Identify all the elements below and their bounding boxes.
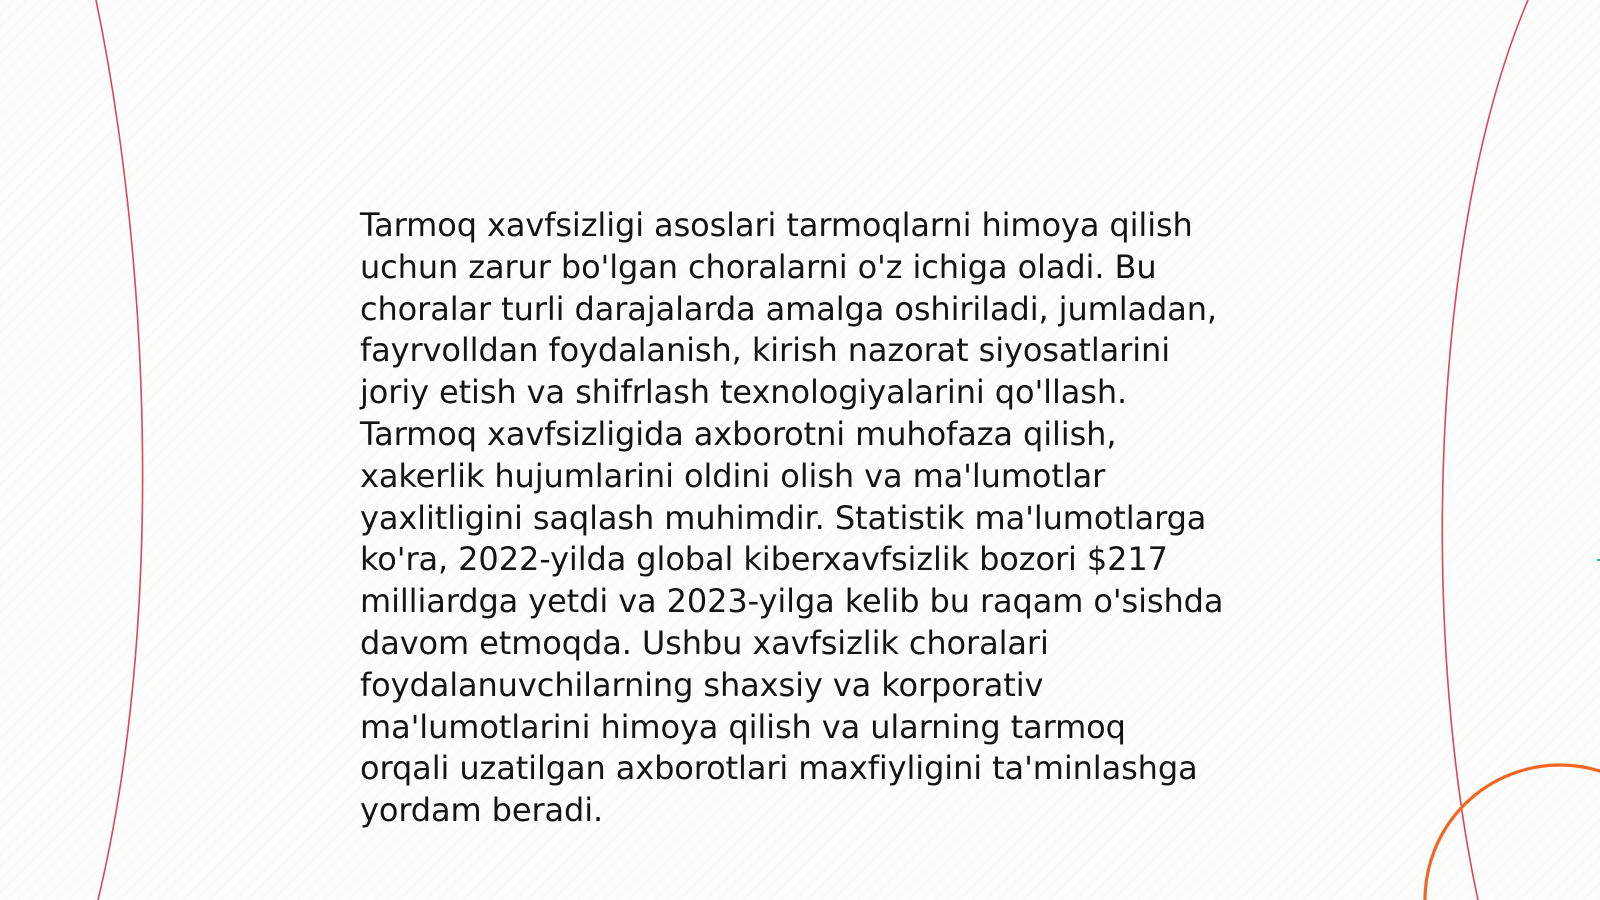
left-curve-line [96,0,143,900]
body-line: yaxlitligini saqlash muhimdir. Statistik ma'lumotlarga [360,498,1207,537]
body-line: fayrvolldan foydalanish, kirish nazorat siyosatlarini [360,331,1170,370]
body-line: foydalanuvchilarning shaxsiy va korporativ [360,665,1044,704]
body-line: ko'ra, 2022-yilda global kiberxavfsizlik bozori $217 [360,540,1168,579]
right-curve-line [1442,0,1528,900]
body-line: Tarmoq xavfsizligi asoslari tarmoqlarni himoya qilish [360,206,1193,244]
body-paragraph [360,205,1260,832]
body-line: choralar turli darajalarda amalga oshiriladi, jumladan, [360,289,1217,328]
body-line: davom etmoqda. Ushbu xavfsizlik choralari [360,623,1049,662]
body-line: orqali uzatilgan axborotlari maxfiyligini ta'minlashga [360,749,1198,788]
body-line: joriy etish va shifrlash texnologiyalarini qo'llash. [360,373,1128,412]
body-line: yordam beradi. [360,791,604,830]
body-line: xakerlik hujumlarini oldini olish va ma'lumotlar [360,456,1106,495]
body-line: ma'lumotlarini himoya qilish va ularning tarmoq [360,707,1126,746]
body-line: milliardga yetdi va 2023-yilga kelib bu raqam o'sishda [360,582,1224,621]
body-line: Tarmoq xavfsizligida axborotni muhofaza qilish, [360,414,1117,453]
orange-circle-arc [1425,765,1600,900]
body-line: uchun zarur bo'lgan choralarni o'z ichiga oladi. Bu [360,247,1157,286]
